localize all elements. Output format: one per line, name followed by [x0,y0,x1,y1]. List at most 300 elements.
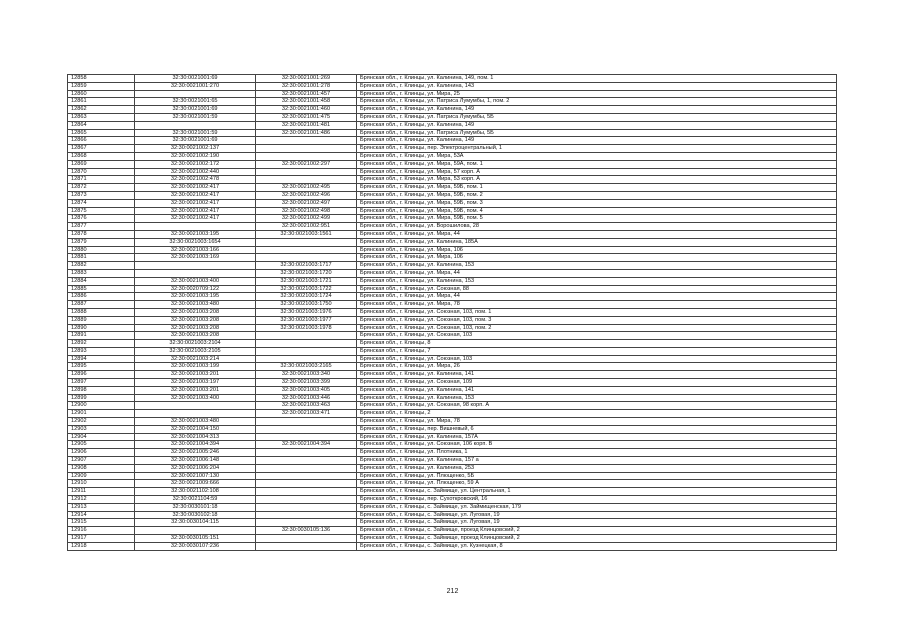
row-number-cell: 12859 [68,82,135,90]
table-row [68,293,837,301]
address-cell: Брянская обл., г. Клинцы, ул. Мира, 25 [357,90,837,98]
table-row [68,402,837,410]
new-cadastral-number-cell [256,152,357,160]
address-cell: Брянская обл., г. Клинцы, ул. Мира, 78 [357,418,837,426]
old-cadastral-number-cell: 32:30:0021004:394 [135,441,256,449]
old-cadastral-number-cell: 32:30:0021003:197 [135,379,256,387]
row-number-cell: 12916 [68,527,135,535]
new-cadastral-number-cell [256,425,357,433]
row-number-cell: 12909 [68,472,135,480]
new-cadastral-number-cell: 32:30:0021003:471 [256,410,357,418]
address-cell: Брянская обл., г. Клинцы, ул. Мира, 53 корп. А [357,176,837,184]
address-cell: Брянская обл., г. Клинцы, ул. Калинина, 153 [357,394,837,402]
row-number-cell: 12889 [68,316,135,324]
row-number-cell: 12893 [68,347,135,355]
old-cadastral-number-cell: 32:30:0021006:148 [135,457,256,465]
new-cadastral-number-cell: 32:30:0021003:1750 [256,301,357,309]
old-cadastral-number-cell: 32:30:0021002:417 [135,199,256,207]
row-number-cell: 12903 [68,425,135,433]
address-cell: Брянская обл., г. Клинцы, ул. Мира, 57 корп. А [357,168,837,176]
address-cell: Брянская обл., г. Клинцы, ул. Калинина, 141 [357,371,837,379]
table-row [68,230,837,238]
row-number-cell: 12874 [68,199,135,207]
table-row [68,269,837,277]
old-cadastral-number-cell: 32:30:0021002:190 [135,152,256,160]
old-cadastral-number-cell [135,121,256,129]
new-cadastral-number-cell: 32:30:0021003:1978 [256,324,357,332]
table-row [68,160,837,168]
table-row [68,191,837,199]
old-cadastral-number-cell: 32:30:0021003:208 [135,332,256,340]
new-cadastral-number-cell [256,254,357,262]
table-row [68,386,837,394]
new-cadastral-number-cell: 32:30:0021003:340 [256,371,357,379]
new-cadastral-number-cell: 32:30:0021003:1977 [256,316,357,324]
address-cell: Брянская обл., г. Клинцы, ул. Мира, 59Б, пом. 4 [357,207,837,215]
address-cell: Брянская обл., г. Клинцы, ул. Мира, 26 [357,363,837,371]
new-cadastral-number-cell: 32:30:0021001:457 [256,90,357,98]
row-number-cell: 12896 [68,371,135,379]
old-cadastral-number-cell: 32:30:0021001:69 [135,137,256,145]
old-cadastral-number-cell: 32:30:0021003:214 [135,355,256,363]
old-cadastral-number-cell: 32:30:0021003:208 [135,316,256,324]
address-cell: Брянская обл., г. Клинцы, ул. Мира, 44 [357,269,837,277]
new-cadastral-number-cell: 32:30:0021003:463 [256,402,357,410]
table-row [68,511,837,519]
row-number-cell: 12870 [68,168,135,176]
new-cadastral-number-cell [256,168,357,176]
row-number-cell: 12910 [68,480,135,488]
new-cadastral-number-cell [256,332,357,340]
new-cadastral-number-cell [256,503,357,511]
table-row [68,457,837,465]
new-cadastral-number-cell [256,347,357,355]
address-cell: Брянская обл., г. Клинцы, ул. Калинина, 149 [357,121,837,129]
table-row [68,262,837,270]
old-cadastral-number-cell: 32:30:0021003:195 [135,293,256,301]
address-cell: Брянская обл., г. Клинцы, ул. Калинина, 149, пом. 1 [357,75,837,83]
old-cadastral-number-cell: 32:30:0021001:270 [135,82,256,90]
address-cell: Брянская обл., г. Клинцы, ул. Союзная, 88 [357,285,837,293]
new-cadastral-number-cell: 32:30:0021003:1724 [256,293,357,301]
row-number-cell: 12887 [68,301,135,309]
row-number-cell: 12906 [68,449,135,457]
table-row [68,488,837,496]
new-cadastral-number-cell: 32:30:0021001:486 [256,129,357,137]
address-cell: Брянская обл., г. Клинцы, с. Займище, ул. Центральная, 1 [357,488,837,496]
old-cadastral-number-cell [135,262,256,270]
row-number-cell: 12895 [68,363,135,371]
address-cell: Брянская обл., г. Клинцы, ул. Союзная, 103, пом. 3 [357,316,837,324]
old-cadastral-number-cell: 32:30:0021003:400 [135,394,256,402]
table-row [68,106,837,114]
old-cadastral-number-cell: 32:30:0021004:150 [135,425,256,433]
row-number-cell: 12886 [68,293,135,301]
table-row [68,449,837,457]
old-cadastral-number-cell: 32:30:0021002:417 [135,191,256,199]
row-number-cell: 12877 [68,223,135,231]
table-row [68,121,837,129]
new-cadastral-number-cell: 32:30:0021003:1722 [256,285,357,293]
table-row [68,82,837,90]
address-cell: Брянская обл., г. Клинцы, ул. Калинина, 149 [357,137,837,145]
new-cadastral-number-cell [256,496,357,504]
new-cadastral-number-cell [256,246,357,254]
new-cadastral-number-cell: 32:30:0021004:394 [256,441,357,449]
table-row [68,394,837,402]
old-cadastral-number-cell: 32:30:0021102:108 [135,488,256,496]
row-number-cell: 12866 [68,137,135,145]
row-number-cell: 12891 [68,332,135,340]
old-cadastral-number-cell: 32:30:0021003:208 [135,324,256,332]
table-row [68,363,837,371]
old-cadastral-number-cell: 32:30:0021003:480 [135,418,256,426]
new-cadastral-number-cell [256,340,357,348]
old-cadastral-number-cell: 32:30:0030101:18 [135,503,256,511]
new-cadastral-number-cell: 32:30:0021002:495 [256,184,357,192]
old-cadastral-number-cell: 32:30:0021003:201 [135,386,256,394]
old-cadastral-number-cell [135,402,256,410]
table-row [68,480,837,488]
address-cell: Брянская обл., г. Клинцы, пер. Вишневый, 6 [357,425,837,433]
row-number-cell: 12897 [68,379,135,387]
row-number-cell: 12865 [68,129,135,137]
new-cadastral-number-cell [256,511,357,519]
new-cadastral-number-cell: 32:30:0021002:499 [256,215,357,223]
table-row [68,145,837,153]
address-cell: Брянская обл., г. Клинцы, ул. Союзная, 103 [357,332,837,340]
row-number-cell: 12863 [68,113,135,121]
address-cell: Брянская обл., г. Клинцы, ул. Калинина, 153 [357,262,837,270]
old-cadastral-number-cell: 32:30:0021005:246 [135,449,256,457]
page-number: 212 [446,588,459,595]
old-cadastral-number-cell: 32:30:0021002:137 [135,145,256,153]
table-row [68,129,837,137]
address-cell: Брянская обл., г. Клинцы, 2 [357,410,837,418]
address-cell: Брянская обл., г. Клинцы, ул. Союзная, 109 [357,379,837,387]
table-row [68,137,837,145]
table-row [68,223,837,231]
address-cell: Брянская обл., г. Клинцы, ул. Калинина, 253 [357,464,837,472]
table-row [68,340,837,348]
row-number-cell: 12918 [68,542,135,550]
new-cadastral-number-cell: 32:30:0021001:481 [256,121,357,129]
table-row [68,425,837,433]
row-number-cell: 12882 [68,262,135,270]
address-cell: Брянская обл., г. Клинцы, ул. Мира, 44 [357,230,837,238]
table-row [68,503,837,511]
new-cadastral-number-cell [256,488,357,496]
row-number-cell: 12908 [68,464,135,472]
row-number-cell: 12873 [68,191,135,199]
new-cadastral-number-cell: 32:30:0021002:496 [256,191,357,199]
address-cell: Брянская обл., г. Клинцы, ул. Калинина, 141 [357,386,837,394]
new-cadastral-number-cell [256,145,357,153]
address-cell: Брянская обл., г. Клинцы, ул. Плотника, 1 [357,449,837,457]
new-cadastral-number-cell [256,355,357,363]
address-cell: Брянская обл., г. Клинцы, ул. Патриса Лумумбы, 5Б [357,129,837,137]
new-cadastral-number-cell [256,542,357,550]
old-cadastral-number-cell: 32:30:0021002:440 [135,168,256,176]
table-row [68,207,837,215]
new-cadastral-number-cell [256,433,357,441]
row-number-cell: 12875 [68,207,135,215]
old-cadastral-number-cell [135,269,256,277]
old-cadastral-number-cell: 32:30:0021002:417 [135,207,256,215]
new-cadastral-number-cell: 32:30:0021003:1720 [256,269,357,277]
new-cadastral-number-cell: 32:30:0030105:136 [256,527,357,535]
row-number-cell: 12881 [68,254,135,262]
old-cadastral-number-cell: 32:30:0021003:480 [135,301,256,309]
old-cadastral-number-cell: 32:30:0021001:69 [135,106,256,114]
address-cell: Брянская обл., г. Клинцы, ул. Мира, 44 [357,293,837,301]
table-row [68,535,837,543]
old-cadastral-number-cell: 32:30:0020709:122 [135,285,256,293]
row-number-cell: 12884 [68,277,135,285]
old-cadastral-number-cell: 32:30:0021003:1654 [135,238,256,246]
row-number-cell: 12898 [68,386,135,394]
address-cell: Брянская обл., г. Клинцы, с. Займище, проезд Клинцовский, 2 [357,535,837,543]
address-cell: Брянская обл., г. Клинцы, пер. Сухоткровский, 16 [357,496,837,504]
address-cell: Брянская обл., г. Клинцы, ул. Мира, 59Б, пом. 1 [357,184,837,192]
old-cadastral-number-cell: 32:30:0021003:166 [135,246,256,254]
address-cell: Брянская обл., г. Клинцы, ул. Плющенко, 5Б [357,472,837,480]
table-row [68,254,837,262]
new-cadastral-number-cell: 32:30:0021003:1561 [256,230,357,238]
table-row [68,238,837,246]
old-cadastral-number-cell: 32:30:0021003:208 [135,308,256,316]
table-row [68,184,837,192]
old-cadastral-number-cell: 32:30:0021002:417 [135,215,256,223]
new-cadastral-number-cell [256,457,357,465]
address-cell: Брянская обл., г. Клинцы, ул. Мира, 59Б, пом. 2 [357,191,837,199]
old-cadastral-number-cell: 32:30:0021001:69 [135,75,256,83]
row-number-cell: 12900 [68,402,135,410]
table-row [68,418,837,426]
row-number-cell: 12907 [68,457,135,465]
row-number-cell: 12917 [68,535,135,543]
row-number-cell: 12914 [68,511,135,519]
address-cell: Брянская обл., г. Клинцы, ул. Патриса Лумумбы, 5Б [357,113,837,121]
table-row [68,519,837,527]
table-row [68,464,837,472]
row-number-cell: 12879 [68,238,135,246]
table-row [68,301,837,309]
table-row [68,215,837,223]
new-cadastral-number-cell [256,418,357,426]
address-cell: Брянская обл., г. Клинцы, с. Займище, ул. Кузнецкая, 8 [357,542,837,550]
old-cadastral-number-cell [135,90,256,98]
old-cadastral-number-cell: 32:30:0021003:2104 [135,340,256,348]
address-cell: Брянская обл., г. Клинцы, ул. Союзная, 103 [357,355,837,363]
row-number-cell: 12864 [68,121,135,129]
address-cell: Брянская обл., г. Клинцы, ул. Калинина, 149 [357,106,837,114]
new-cadastral-number-cell: 32:30:0021003:1721 [256,277,357,285]
old-cadastral-number-cell: 32:30:0030102:18 [135,511,256,519]
old-cadastral-number-cell [135,223,256,231]
new-cadastral-number-cell: 32:30:0021003:399 [256,379,357,387]
new-cadastral-number-cell [256,464,357,472]
old-cadastral-number-cell: 32:30:0021003:400 [135,277,256,285]
row-number-cell: 12878 [68,230,135,238]
new-cadastral-number-cell: 32:30:0021002:951 [256,223,357,231]
address-cell: Брянская обл., г. Клинцы, ул. Мира, 53А [357,152,837,160]
new-cadastral-number-cell [256,449,357,457]
old-cadastral-number-cell: 32:30:0021001:65 [135,98,256,106]
row-number-cell: 12915 [68,519,135,527]
old-cadastral-number-cell: 32:30:0021002:478 [135,176,256,184]
new-cadastral-number-cell [256,472,357,480]
address-cell: Брянская обл., г. Клинцы, 8 [357,340,837,348]
new-cadastral-number-cell: 32:30:0021003:1976 [256,308,357,316]
old-cadastral-number-cell: 32:30:0021003:201 [135,371,256,379]
address-cell: Брянская обл., г. Клинцы, ул. Союзная, 103, пом. 2 [357,324,837,332]
old-cadastral-number-cell: 32:30:0021003:2105 [135,347,256,355]
address-cell: Брянская обл., г. Клинцы, с. Займище, проезд Клинцовский, 2 [357,527,837,535]
table-row [68,496,837,504]
new-cadastral-number-cell: 32:30:0021001:460 [256,106,357,114]
table-row [68,316,837,324]
address-cell: Брянская обл., г. Клинцы, пер. Электроцентральный, 1 [357,145,837,153]
address-cell: Брянская обл., г. Клинцы, ул. Калинина, 185А [357,238,837,246]
row-number-cell: 12902 [68,418,135,426]
new-cadastral-number-cell [256,480,357,488]
row-number-cell: 12867 [68,145,135,153]
address-cell: Брянская обл., г. Клинцы, ул. Мира, 78 [357,301,837,309]
table-row [68,152,837,160]
row-number-cell: 12911 [68,488,135,496]
new-cadastral-number-cell: 32:30:0021001:278 [256,82,357,90]
table-row [68,379,837,387]
new-cadastral-number-cell [256,176,357,184]
table-row [68,472,837,480]
old-cadastral-number-cell: 32:30:0021007:130 [135,472,256,480]
row-number-cell: 12868 [68,152,135,160]
old-cadastral-number-cell: 32:30:0021006:204 [135,464,256,472]
table-row [68,332,837,340]
cadastral-registry-table [67,74,837,551]
table-row [68,75,837,83]
table-row [68,347,837,355]
address-cell: Брянская обл., г. Клинцы, ул. Мира, 59Б, пом. 5 [357,215,837,223]
old-cadastral-number-cell [135,410,256,418]
address-cell: Брянская обл., г. Клинцы, ул. Калинина, 143 [357,82,837,90]
row-number-cell: 12899 [68,394,135,402]
table-row [68,355,837,363]
table-row [68,168,837,176]
old-cadastral-number-cell: 32:30:0021001:59 [135,129,256,137]
old-cadastral-number-cell [135,527,256,535]
new-cadastral-number-cell: 32:30:0021001:475 [256,113,357,121]
new-cadastral-number-cell: 32:30:0021001:269 [256,75,357,83]
address-cell: Брянская обл., г. Клинцы, ул. Мира, 59А, пом. 1 [357,160,837,168]
old-cadastral-number-cell: 32:30:0021002:172 [135,160,256,168]
registry-table-body [68,75,837,551]
address-cell: Брянская обл., г. Клинцы, ул. Союзная, 103, пом. 1 [357,308,837,316]
old-cadastral-number-cell: 32:30:0021104:59 [135,496,256,504]
address-cell: Брянская обл., г. Клинцы, ул. Калинина, 157 а [357,457,837,465]
table-row [68,246,837,254]
address-cell: Брянская обл., г. Клинцы, ул. Ворошилова, 28 [357,223,837,231]
row-number-cell: 12858 [68,75,135,83]
row-number-cell: 12894 [68,355,135,363]
row-number-cell: 12892 [68,340,135,348]
old-cadastral-number-cell: 32:30:0021003:199 [135,363,256,371]
address-cell: Брянская обл., г. Клинцы, ул. Мира, 59Б, пом. 3 [357,199,837,207]
table-row [68,113,837,121]
row-number-cell: 12876 [68,215,135,223]
row-number-cell: 12913 [68,503,135,511]
row-number-cell: 12872 [68,184,135,192]
row-number-cell: 12905 [68,441,135,449]
row-number-cell: 12862 [68,106,135,114]
table-row [68,433,837,441]
address-cell: Брянская обл., г. Клинцы, с. Займище, ул. Луговая, 19 [357,519,837,527]
table-row [68,308,837,316]
row-number-cell: 12904 [68,433,135,441]
address-cell: Брянская обл., г. Клинцы, ул. Калинина, 153 [357,277,837,285]
row-number-cell: 12861 [68,98,135,106]
old-cadastral-number-cell: 32:30:0030107:236 [135,542,256,550]
new-cadastral-number-cell: 32:30:0021003:2165 [256,363,357,371]
address-cell: Брянская обл., г. Клинцы, ул. Калинина, 157А [357,433,837,441]
address-cell: Брянская обл., г. Клинцы, с. Займище, ул. Луговая, 19 [357,511,837,519]
table-row [68,277,837,285]
row-number-cell: 12871 [68,176,135,184]
table-row [68,542,837,550]
row-number-cell: 12869 [68,160,135,168]
row-number-cell: 12890 [68,324,135,332]
address-cell: Брянская обл., г. Клинцы, ул. Союзная, 106 корп. В [357,441,837,449]
new-cadastral-number-cell: 32:30:0021002:498 [256,207,357,215]
table-row [68,324,837,332]
address-cell: Брянская обл., г. Клинцы, с. Займище, ул. Займищенская, 179 [357,503,837,511]
old-cadastral-number-cell: 32:30:0030104:115 [135,519,256,527]
address-cell: Брянская обл., г. Клинцы, ул. Плющенко, 59 А [357,480,837,488]
table-row [68,410,837,418]
new-cadastral-number-cell: 32:30:0021002:297 [256,160,357,168]
old-cadastral-number-cell: 32:30:0021004:313 [135,433,256,441]
row-number-cell: 12888 [68,308,135,316]
address-cell: Брянская обл., г. Клинцы, ул. Союзная, 98 корп. А [357,402,837,410]
old-cadastral-number-cell: 32:30:0030105:151 [135,535,256,543]
address-cell: Брянская обл., г. Клинцы, 7 [357,347,837,355]
row-number-cell: 12885 [68,285,135,293]
row-number-cell: 12912 [68,496,135,504]
new-cadastral-number-cell [256,137,357,145]
table-row [68,527,837,535]
table-row [68,90,837,98]
row-number-cell: 12901 [68,410,135,418]
table-row [68,371,837,379]
table-row [68,199,837,207]
new-cadastral-number-cell [256,535,357,543]
new-cadastral-number-cell [256,238,357,246]
table-row [68,441,837,449]
table-row [68,285,837,293]
table-row [68,176,837,184]
row-number-cell: 12860 [68,90,135,98]
old-cadastral-number-cell: 32:30:0021002:417 [135,184,256,192]
new-cadastral-number-cell: 32:30:0021001:458 [256,98,357,106]
old-cadastral-number-cell: 32:30:0021003:195 [135,230,256,238]
new-cadastral-number-cell [256,519,357,527]
new-cadastral-number-cell: 32:30:0021003:446 [256,394,357,402]
row-number-cell: 12880 [68,246,135,254]
table-row [68,98,837,106]
new-cadastral-number-cell: 32:30:0021002:497 [256,199,357,207]
address-cell: Брянская обл., г. Клинцы, ул. Патриса Лумумбы, 1, пом. 2 [357,98,837,106]
